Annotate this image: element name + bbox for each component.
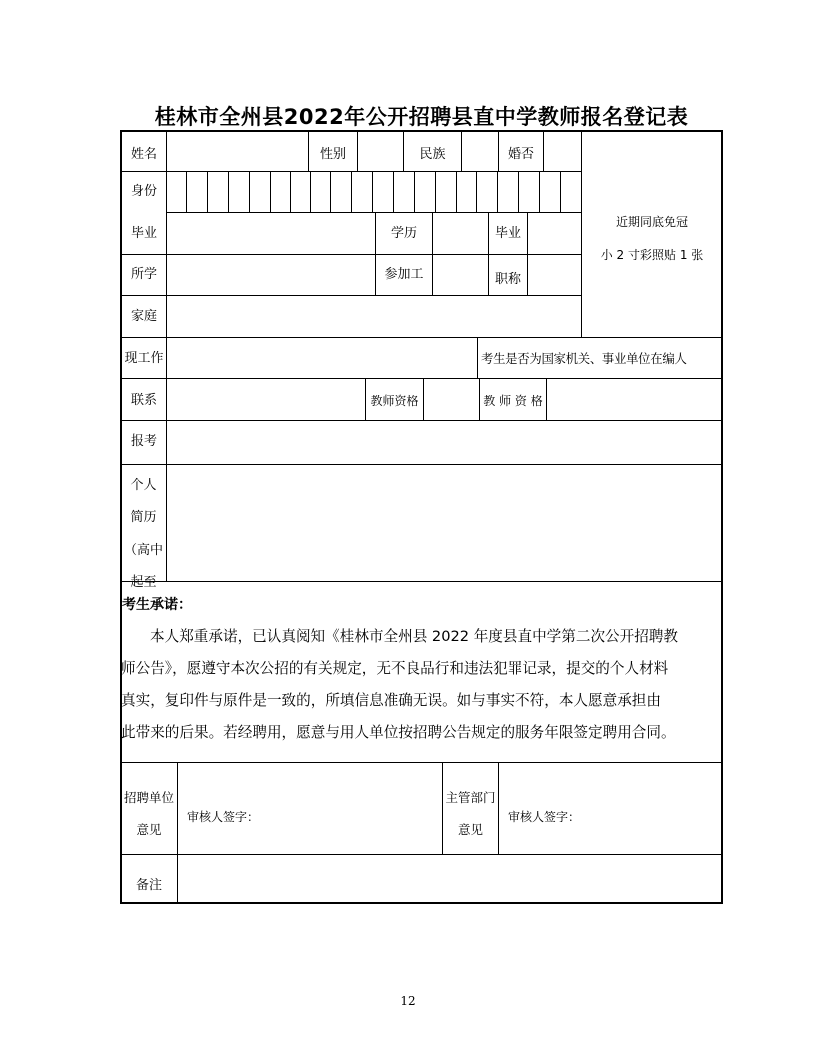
- marital-field[interactable]: [544, 131, 580, 170]
- label-dept-opinion-2: 意见: [457, 822, 483, 837]
- label-teacher-cert2: 教 师 资 格: [483, 394, 543, 408]
- reviewer-signature-1: 审核人签字：: [187, 810, 260, 824]
- label-id: 身份: [130, 184, 157, 199]
- title-field[interactable]: [528, 255, 580, 294]
- photo-instruction-line2: 小 2 寸彩照贴 1 张: [600, 248, 704, 262]
- teacher-cert2-field[interactable]: [547, 379, 721, 419]
- graduated-major-field[interactable]: [528, 213, 580, 253]
- label-title: 职称: [494, 272, 521, 287]
- label-family: 家庭: [130, 309, 157, 324]
- pledge-line-3: 真实，复印件与原件是一致的，所填信息准确无误。如与事实不符，本人愿意承担由: [121, 692, 661, 709]
- label-marital: 婚否: [507, 147, 534, 162]
- current-work-field[interactable]: [167, 338, 476, 377]
- education-field[interactable]: [433, 213, 487, 253]
- pledge-line-1: 本人郑重承诺，已认真阅知《桂林市全州县 2022 年度县直中学第二次公开招聘教: [150, 628, 679, 645]
- label-work-start: 参加工: [384, 267, 424, 282]
- label-current-work: 现工作: [124, 351, 164, 366]
- apply-position-field[interactable]: [167, 421, 721, 463]
- remarks-field[interactable]: [178, 855, 721, 902]
- reviewer-signature-2: 审核人签字：: [508, 810, 581, 824]
- label-in-staff-question: 考生是否为国家机关、事业单位在编人: [481, 351, 687, 366]
- label-name: 姓名: [130, 147, 157, 162]
- label-unit-opinion-2: 意见: [136, 822, 162, 837]
- gender-field[interactable]: [358, 131, 402, 170]
- pledge-line-4: 此带来的后果。若经聘用，愿意与用人单位按招聘公告规定的服务年限签定聘用合同。: [121, 724, 676, 741]
- form-title: 桂林市全州县2022年公开招聘县直中学教师报名登记表: [154, 105, 689, 129]
- photo-instruction-line1: 近期同底免冠: [615, 215, 688, 229]
- label-contact: 联系: [130, 393, 157, 408]
- label-resume-4: 起至: [130, 575, 157, 590]
- label-major: 所学: [130, 267, 157, 282]
- page-number: 12: [400, 994, 416, 1008]
- label-teacher-cert: 教师资格: [370, 394, 419, 408]
- pledge-line-2: 师公告》，愿遵守本次公招的有关规定，无不良品行和违法犯罪记录，提交的个人材料: [121, 660, 669, 677]
- resume-label-block: [121, 465, 166, 590]
- teacher-cert-field[interactable]: [424, 379, 478, 419]
- name-field[interactable]: [167, 131, 307, 170]
- label-dept-opinion-1: 主管部门: [445, 790, 496, 805]
- resume-field[interactable]: [167, 465, 721, 580]
- major-field[interactable]: [167, 255, 374, 294]
- label-resume-3: （高中: [123, 543, 163, 558]
- label-education: 学历: [390, 226, 417, 241]
- label-remarks: 备注: [135, 878, 162, 893]
- label-graduated-major: 毕业: [494, 226, 521, 241]
- label-resume-1: 个人: [130, 478, 157, 493]
- pledge-heading: 考生承诺：: [122, 597, 192, 613]
- label-graduated-school: 毕业: [130, 226, 157, 241]
- label-ethnicity: 民族: [419, 147, 446, 162]
- label-resume-2: 简历: [130, 510, 157, 525]
- ethnicity-field[interactable]: [462, 131, 497, 170]
- label-unit-opinion-1: 招聘单位: [123, 790, 174, 805]
- label-gender: 性别: [319, 147, 346, 162]
- work-start-field[interactable]: [433, 255, 487, 294]
- id-number-field[interactable]: [167, 172, 581, 211]
- label-apply: 报考: [130, 434, 157, 449]
- family-field[interactable]: [167, 296, 580, 336]
- contact-field[interactable]: [167, 379, 364, 419]
- graduated-school-field[interactable]: [167, 213, 374, 253]
